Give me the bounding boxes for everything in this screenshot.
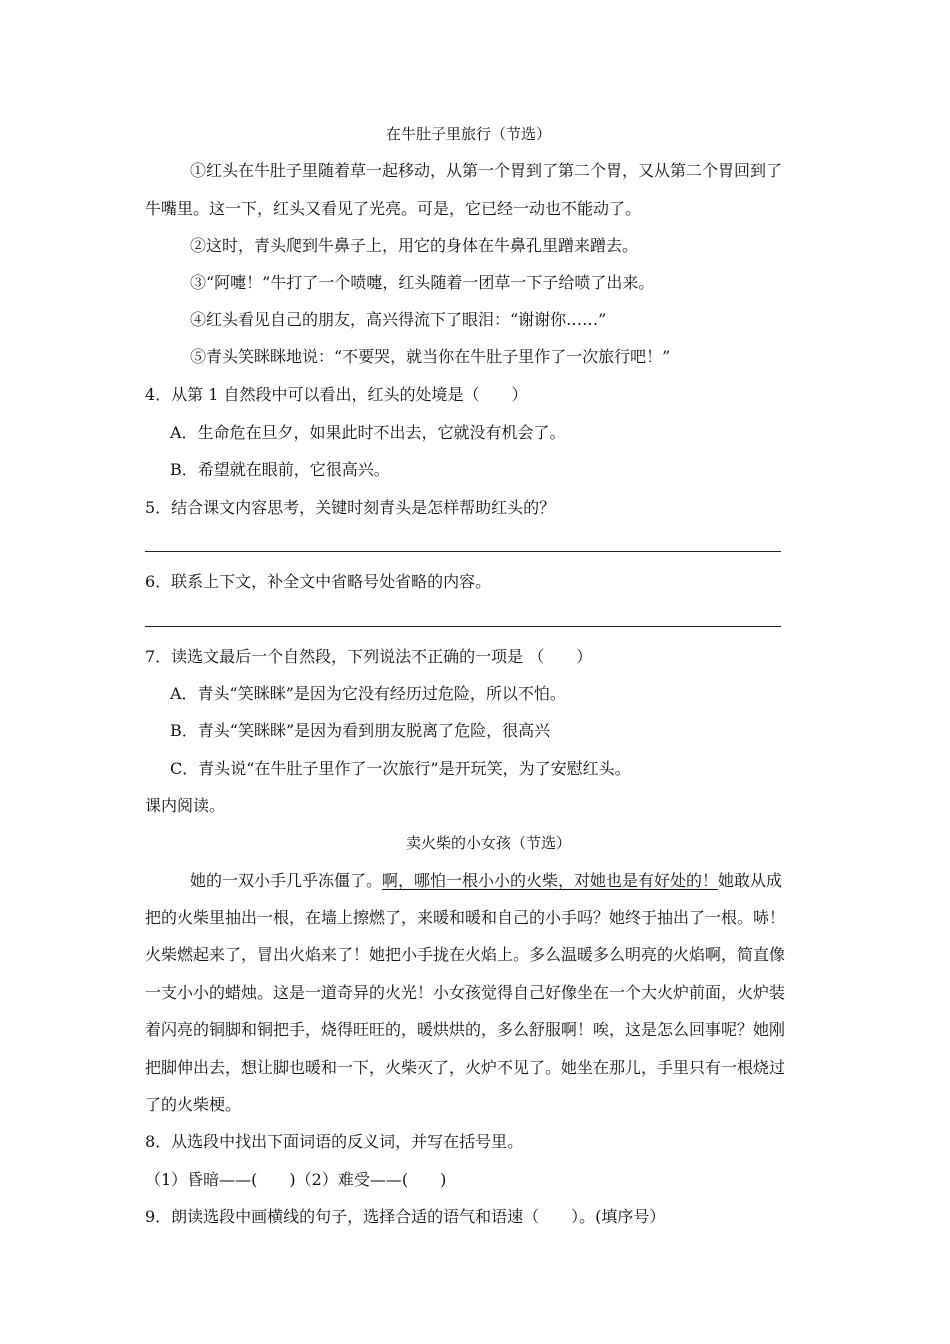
passage2-line1-post: 她敢从成 xyxy=(718,871,783,890)
question4-option-b: B．希望就在眼前，它很高兴。 xyxy=(170,460,390,479)
passage1-title: 在牛肚子里旅行（节选） xyxy=(386,125,552,143)
question8-stem: 8．从选段中找出下面词语的反义词，并写在括号里。 xyxy=(145,1132,524,1151)
question7-option-b: B．青头“笑眯眯”是因为看到朋友脱离了危险，很高兴 xyxy=(170,721,551,740)
question8-items: （1）昏暗——( )（2）难受——( ) xyxy=(145,1170,447,1189)
question7-option-c: C．青头说“在牛肚子里作了一次旅行”是开玩笑，为了安慰红头。 xyxy=(170,759,631,778)
question9-stem: 9．朗读选段中画横线的句子，选择合适的语气和语速（ ）。(填序号） xyxy=(145,1207,666,1226)
question4-stem: 4．从第 1 自然段中可以看出，红头的处境是（ ） xyxy=(145,385,528,404)
passage1-paragraph1-line1: ①红头在牛肚子里随着草一起移动，从第一个胃到了第二个胃，又从第二个胃回到了 xyxy=(190,161,783,180)
question6-stem: 6．联系上下文，补全文中省略号处省略的内容。 xyxy=(145,572,492,591)
passage1-paragraph2: ②这时，青头爬到牛鼻子上，用它的身体在牛鼻孔里蹭来蹭去。 xyxy=(190,236,639,255)
passage2-line1 xyxy=(190,871,782,891)
passage1-paragraph3: ③“阿嚏！”牛打了一个喷嚏，红头随着一团草一下子给喷了出来。 xyxy=(190,273,655,292)
passage1-paragraph5: ⑤青头笑眯眯地说：“不要哭，就当你在牛肚子里作了一次旅行吧！” xyxy=(190,347,671,366)
passage1-paragraph4: ④红头看见自己的朋友，高兴得流下了眼泪：“谢谢你……” xyxy=(190,310,607,329)
question4-option-a: A．生命危在旦夕，如果此时不出去，它就没有机会了。 xyxy=(170,423,566,442)
passage2-line5: 着闪亮的铜脚和铜把手，烧得旺旺的，暖烘烘的，多么舒服啊！唉，这是怎么回事呢？她刚 xyxy=(145,1020,786,1039)
question7-stem: 7．读选文最后一个自然段，下列说法不正确的一项是 （ ） xyxy=(145,647,593,666)
underlined-sentence: 啊，哪怕一根小小的火柴，对她也是有好处的！ xyxy=(382,871,719,890)
passage2-line3: 火柴燃起来了，冒出火焰来了！她把小手拢在火焰上。多么温暖多么明亮的火焰啊，简直像 xyxy=(145,945,786,964)
passage2-line7: 了的火柴梗。 xyxy=(145,1095,242,1114)
question5-stem: 5．结合课文内容思考，关键时刻青头是怎样帮助红头的？ xyxy=(145,498,556,517)
question5-answer-line[interactable] xyxy=(145,551,781,552)
passage2-line4: 一支小小的蜡烛。这是一道奇异的火光！小女孩觉得自己好像坐在一个大火炉前面，火炉装 xyxy=(145,983,786,1002)
passage2-line1-pre: 她的一双小手几乎冻僵了。 xyxy=(190,871,383,890)
passage2-line6: 把脚伸出去，想让脚也暖和一下，火柴灭了，火炉不见了。她坐在那儿，手里只有一根烧过 xyxy=(145,1058,786,1077)
passage2-title: 卖火柴的小女孩（节选） xyxy=(406,834,572,852)
passage1-paragraph1-line2: 牛嘴里。这一下，红头又看见了光亮。可是，它已经一动也不能动了。 xyxy=(145,199,642,218)
section-label: 课内阅读。 xyxy=(145,796,226,815)
passage2-line2: 把的火柴里抽出一根，在墙上擦燃了，来暖和暖和自己的小手吗？她终于抽出了一根。哧！ xyxy=(145,908,786,927)
question7-option-a: A．青头“笑眯眯”是因为它没有经历过危险，所以不怕。 xyxy=(170,684,566,703)
question6-answer-line[interactable] xyxy=(145,626,781,627)
